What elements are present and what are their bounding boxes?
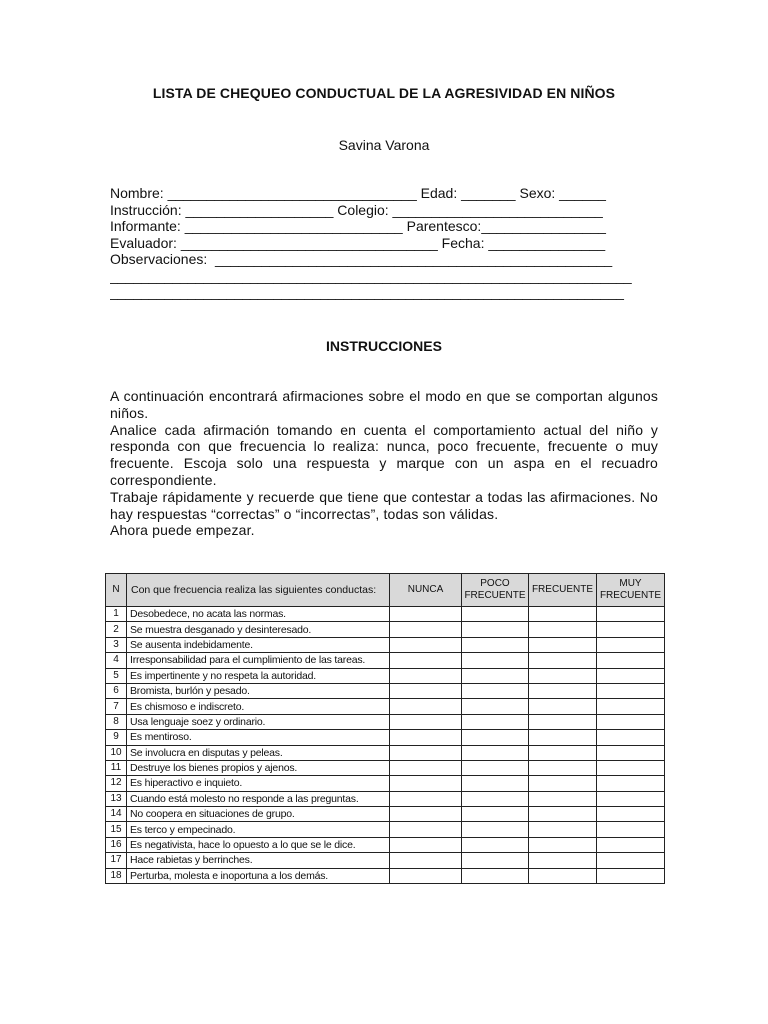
table-row — [106, 699, 665, 714]
answer-cell-poco-frecuente[interactable] — [462, 853, 529, 868]
answer-cell-muy-frecuente[interactable] — [597, 853, 665, 868]
behavior-description: Es terco y empecinado. — [127, 822, 390, 837]
answer-cell-nunca[interactable] — [390, 837, 462, 852]
answer-cell-poco-frecuente[interactable] — [462, 822, 529, 837]
table-row — [106, 637, 665, 652]
answer-cell-frecuente[interactable] — [529, 622, 597, 637]
answer-cell-frecuente[interactable] — [529, 791, 597, 806]
answer-cell-poco-frecuente[interactable] — [462, 760, 529, 775]
answer-cell-nunca[interactable] — [390, 776, 462, 791]
answer-cell-nunca[interactable] — [390, 760, 462, 775]
row-number: 15 — [106, 822, 127, 837]
answer-cell-poco-frecuente[interactable] — [462, 714, 529, 729]
answer-cell-muy-frecuente[interactable] — [597, 822, 665, 837]
table-row — [106, 730, 665, 745]
answer-cell-nunca[interactable] — [390, 853, 462, 868]
instruction-paragraph: Ahora puede empezar. — [110, 522, 255, 539]
behavior-description: Se ausenta indebidamente. — [127, 637, 390, 652]
answer-cell-nunca[interactable] — [390, 607, 462, 622]
answer-cell-muy-frecuente[interactable] — [597, 868, 665, 883]
row-number: 10 — [106, 745, 127, 760]
table-header-row — [106, 574, 665, 607]
answer-cell-muy-frecuente[interactable] — [597, 760, 665, 775]
row-number: 11 — [106, 760, 127, 775]
answer-cell-muy-frecuente[interactable] — [597, 683, 665, 698]
instructions-text — [110, 388, 658, 539]
answer-cell-poco-frecuente[interactable] — [462, 730, 529, 745]
answer-cell-poco-frecuente[interactable] — [462, 745, 529, 760]
instruction-paragraph: Analice cada afirmación tomando en cuenta el comportamiento actual del niño y responda con que frecuencia lo realiza: nunca, poco frecuente, frecuente o muy frecuente. Escoja solo una respuesta y marque con un aspa en el recuadro correspondiente. — [110, 421, 658, 488]
table-row — [106, 822, 665, 837]
answer-cell-frecuente[interactable] — [529, 668, 597, 683]
row-number: 1 — [106, 607, 127, 622]
row-number: 18 — [106, 868, 127, 883]
answer-cell-muy-frecuente[interactable] — [597, 791, 665, 806]
table-row — [106, 668, 665, 683]
behavior-description: Desobedece, no acata las normas. — [127, 607, 390, 622]
answer-cell-nunca[interactable] — [390, 714, 462, 729]
header-muy-frecuente-line-1: MUY — [619, 578, 642, 589]
answer-cell-nunca[interactable] — [390, 791, 462, 806]
answer-cell-poco-frecuente[interactable] — [462, 807, 529, 822]
document-title: LISTA DE CHEQUEO CONDUCTUAL DE LA AGRESIVIDAD EN NIÑOS — [152, 85, 616, 101]
table-row — [106, 760, 665, 775]
answer-cell-muy-frecuente[interactable] — [597, 714, 665, 729]
answer-cell-frecuente[interactable] — [529, 822, 597, 837]
answer-cell-poco-frecuente[interactable] — [462, 637, 529, 652]
answer-cell-frecuente[interactable] — [529, 714, 597, 729]
table-row — [106, 837, 665, 852]
answer-cell-frecuente[interactable] — [529, 760, 597, 775]
header-question: Con que frecuencia realiza las siguientes conductas: — [127, 574, 390, 607]
behavior-description: Perturba, molesta e inoportuna a los demás. — [127, 868, 390, 883]
answer-cell-nunca[interactable] — [390, 868, 462, 883]
answer-cell-nunca[interactable] — [390, 807, 462, 822]
table-row — [106, 683, 665, 698]
behavior-description: Es chismoso e indiscreto. — [127, 699, 390, 714]
form-line-observaciones-cont-1[interactable]: ___________________________________________________________________ — [110, 267, 632, 284]
row-number: 17 — [106, 853, 127, 868]
behavior-description: No coopera en situaciones de grupo. — [127, 807, 390, 822]
answer-cell-poco-frecuente[interactable] — [462, 699, 529, 714]
header-muy-frecuente-line-2: FRECUENTE — [599, 590, 662, 601]
answer-cell-muy-frecuente[interactable] — [597, 668, 665, 683]
table-row — [106, 745, 665, 760]
header-n: N — [106, 574, 127, 607]
row-number: 4 — [106, 653, 127, 668]
row-number: 13 — [106, 791, 127, 806]
form-line-instruccion[interactable]: Instrucción: ___________________ Colegio: ___________________________ — [110, 201, 603, 218]
answer-cell-poco-frecuente[interactable] — [462, 653, 529, 668]
table-row — [106, 776, 665, 791]
header-frecuente: FRECUENTE — [529, 574, 597, 607]
form-line-nombre[interactable]: Nombre: ________________________________ Edad: _______ Sexo: ______ — [110, 185, 606, 201]
behavior-description: Es impertinente y no respeta la autoridad. — [127, 668, 390, 683]
answer-cell-muy-frecuente[interactable] — [597, 622, 665, 637]
behavior-description: Bromista, burlón y pesado. — [127, 683, 390, 698]
answer-cell-nunca[interactable] — [390, 637, 462, 652]
table-row — [106, 807, 665, 822]
row-number: 9 — [106, 730, 127, 745]
row-number: 3 — [106, 637, 127, 652]
behavior-description: Es mentiroso. — [127, 730, 390, 745]
answer-cell-muy-frecuente[interactable] — [597, 607, 665, 622]
answer-cell-muy-frecuente[interactable] — [597, 653, 665, 668]
form-line-informante[interactable]: Informante: ____________________________ Parentesco:________________ — [110, 218, 606, 234]
answer-cell-poco-frecuente[interactable] — [462, 622, 529, 637]
behavior-description: Irresponsabilidad para el cumplimiento de las tareas. — [127, 653, 390, 668]
answer-cell-poco-frecuente[interactable] — [462, 837, 529, 852]
table-row — [106, 791, 665, 806]
instructions-heading: INSTRUCCIONES — [326, 338, 442, 354]
behavior-description: Cuando está molesto no responde a las preguntas. — [127, 791, 390, 806]
answer-cell-poco-frecuente[interactable] — [462, 868, 529, 883]
answer-cell-nunca[interactable] — [390, 622, 462, 637]
table-row — [106, 714, 665, 729]
row-number: 7 — [106, 699, 127, 714]
answer-cell-frecuente[interactable] — [529, 637, 597, 652]
answer-cell-muy-frecuente[interactable] — [597, 730, 665, 745]
answer-cell-nunca[interactable] — [390, 730, 462, 745]
table-body — [106, 607, 665, 884]
answer-cell-frecuente[interactable] — [529, 868, 597, 883]
answer-cell-nunca[interactable] — [390, 745, 462, 760]
answer-cell-nunca[interactable] — [390, 653, 462, 668]
row-number: 2 — [106, 622, 127, 637]
header-poco-frecuente-line-1: POCO — [480, 578, 510, 589]
answer-cell-nunca[interactable] — [390, 822, 462, 837]
answer-cell-muy-frecuente[interactable] — [597, 776, 665, 791]
behavior-description: Usa lenguaje soez y ordinario. — [127, 714, 390, 729]
answer-cell-frecuente[interactable] — [529, 745, 597, 760]
instruction-paragraph: Trabaje rápidamente y recuerde que tiene que contestar a todas las afirmaciones. No hay respuestas “correctas” o “incorrectas”, todas son válidas. — [110, 488, 658, 522]
answer-cell-muy-frecuente[interactable] — [597, 699, 665, 714]
answer-cell-frecuente[interactable] — [529, 607, 597, 622]
answer-cell-frecuente[interactable] — [529, 653, 597, 668]
answer-cell-poco-frecuente[interactable] — [462, 791, 529, 806]
answer-cell-frecuente[interactable] — [529, 683, 597, 698]
answer-cell-poco-frecuente[interactable] — [462, 776, 529, 791]
behavior-description: Destruye los bienes propios y ajenos. — [127, 760, 390, 775]
answer-cell-muy-frecuente[interactable] — [597, 807, 665, 822]
form-line-observaciones[interactable]: Observaciones: ___________________________________________________ — [110, 251, 613, 267]
respondent-info-form — [110, 185, 662, 301]
table-row — [106, 607, 665, 622]
table-row — [106, 853, 665, 868]
header-nunca: NUNCA — [390, 574, 462, 607]
row-number: 14 — [106, 807, 127, 822]
answer-cell-muy-frecuente[interactable] — [597, 745, 665, 760]
answer-cell-frecuente[interactable] — [529, 837, 597, 852]
answer-cell-nunca[interactable] — [390, 683, 462, 698]
row-number: 12 — [106, 776, 127, 791]
form-line-evaluador[interactable]: Evaluador: _________________________________ Fecha: _______________ — [110, 234, 606, 251]
form-line-observaciones-cont-2[interactable]: __________________________________________________________________ — [110, 284, 624, 300]
row-number: 6 — [106, 683, 127, 698]
table-row — [106, 868, 665, 883]
behavior-description: Es hiperactivo e inquieto. — [127, 776, 390, 791]
row-number: 5 — [106, 668, 127, 683]
answer-cell-nunca[interactable] — [390, 699, 462, 714]
answer-cell-frecuente[interactable] — [529, 807, 597, 822]
answer-cell-frecuente[interactable] — [529, 730, 597, 745]
table-row — [106, 653, 665, 668]
behavior-description: Es negativista, hace lo opuesto a lo que se le dice. — [127, 837, 390, 852]
answer-cell-poco-frecuente[interactable] — [462, 607, 529, 622]
behavior-description: Se muestra desganado y desinteresado. — [127, 622, 390, 637]
behavior-checklist-table — [105, 573, 665, 884]
header-muy-frecuente — [597, 574, 665, 607]
answer-cell-frecuente[interactable] — [529, 699, 597, 714]
answer-cell-muy-frecuente[interactable] — [597, 837, 665, 852]
row-number: 16 — [106, 837, 127, 852]
behavior-description: Hace rabietas y berrinches. — [127, 853, 390, 868]
author-name: Savina Varona — [338, 137, 430, 153]
table-row — [106, 622, 665, 637]
row-number: 8 — [106, 714, 127, 729]
answer-cell-poco-frecuente[interactable] — [462, 683, 529, 698]
answer-cell-frecuente[interactable] — [529, 776, 597, 791]
behavior-description: Se involucra en disputas y peleas. — [127, 745, 390, 760]
answer-cell-frecuente[interactable] — [529, 853, 597, 868]
header-poco-frecuente — [462, 574, 529, 607]
answer-cell-nunca[interactable] — [390, 668, 462, 683]
header-poco-frecuente-line-2: FRECUENTE — [464, 590, 526, 601]
answer-cell-muy-frecuente[interactable] — [597, 637, 665, 652]
answer-cell-poco-frecuente[interactable] — [462, 668, 529, 683]
instruction-paragraph: A continuación encontrará afirmaciones sobre el modo en que se comportan algunos niños. — [110, 388, 658, 421]
